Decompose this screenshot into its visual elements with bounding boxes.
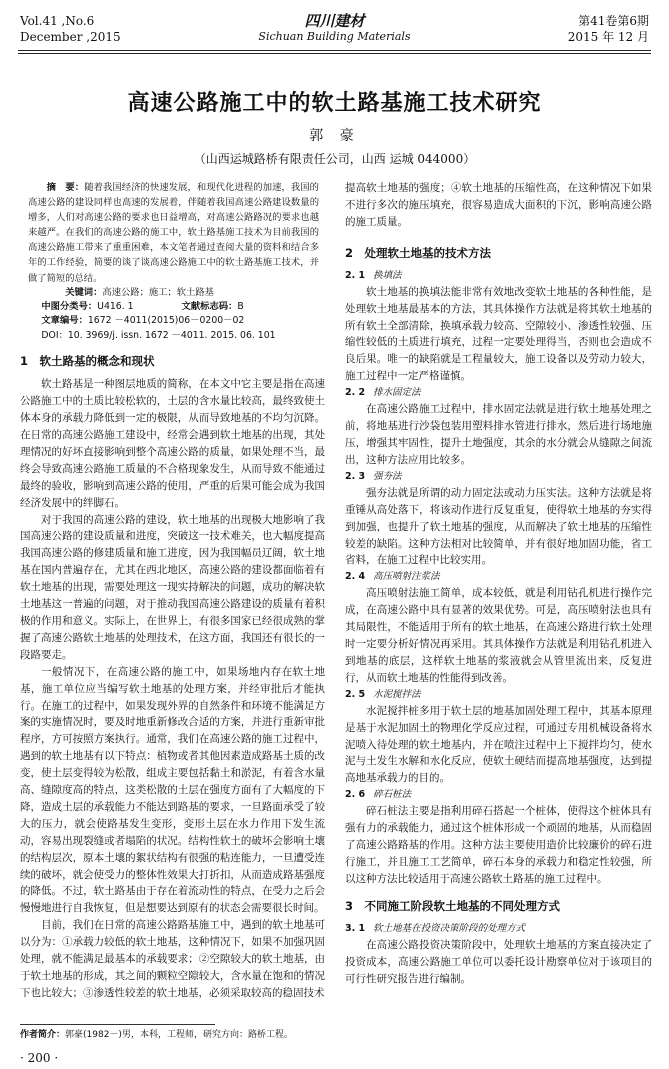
- section-2-heading: 2 处理软土地基的技术方法: [345, 245, 492, 260]
- doi-line: [41, 329, 325, 343]
- subsection-2-4-heading: 2. 4 高压喷射注浆法: [345, 571, 440, 583]
- doc-code-value: B: [237, 301, 244, 313]
- section-1-paragraph: 对于我国的高速公路的建设，软土地基的出现极大地影响了我国高速公路的建设质量和进度，突破这一技术难关，也大幅度提高我国高速公路的修建质量和施工进度，因为我国幅员辽阔，软土地基在国内普遍存在，尤其在西北地区，高速公路的建设都面临着有软土地基的出现，需要处理这一现实持解决的问题，成功的解决软土地基这一普遍的问题，对于推动我国高速公路建设的质量有着积极的作用和意义。实际上，在世界上，有很多国家已经很成熟的掌握了高速公路软土地基的处理技术，在这方面，我国还有很长的一段路要走。: [20, 513, 325, 661]
- clc-label: 中图分类号：: [41, 301, 98, 313]
- footnote-text: 郭豪(1982－)男，本科，工程师，研究方向：路桥工程。: [65, 1030, 293, 1040]
- page-number: · 200 ·: [20, 1051, 59, 1065]
- subsection-paragraph: 强夯法就是所谓的动力固定法或动力压实法。这种方法就是将重锤从高处落下，将该动作进行反复重复，使得软土地基的夯实得到加强，也提升了软土地基的强度，从而解决了软土地基的压缩性较差的缺陷。这种方法相对比较简单，并有很好地加固功能，省工省料，在施工过程中比较实用。: [345, 486, 652, 567]
- subsection-2-6-heading: 2. 6 碎石桩法: [345, 789, 412, 801]
- header-rule: [18, 50, 651, 51]
- doi-value: 10. 3969/j. issn. 1672 －4011. 2015. 06. 101: [67, 329, 276, 341]
- subsection-paragraph: 水泥搅拌桩多用于软土层的地基加固处理工程中，其基本原理是基于水泥加固土的物理化学反应过程，可通过专用机械设备将水泥喷入待处理的软土地基内，并在喷注过程中上下搅拌均匀，使水泥与土发生水解和水化反应，使软土硬结而提高地基强度，达到提高地基承载力的目的。: [345, 704, 652, 785]
- abstract-block: [20, 180, 325, 300]
- subsection-2-1-heading: 2. 1 换填法: [345, 269, 402, 281]
- article-metadata: [20, 300, 325, 343]
- subsection-2-2-heading: 2. 2 排水固定法: [345, 387, 421, 399]
- volume-cn: 第41卷第6期: [578, 14, 649, 28]
- header-rule-double: [18, 53, 651, 54]
- subsection-paragraph: 碎石桩法主要是指利用碎石搭起一个桩体，使得这个桩体具有强有力的承载能力，通过这个桩体形成一个顽固的地基，从而稳固了高速公路路基的作用。这种方法主要使用造价比较廉价的碎石进行施工，并且施工工艺简单，碎石本身的承载力和稳定性较强，所以这种方法比较适用于高速公路软土路基的施工过程中。: [345, 805, 652, 885]
- keywords-value: 高速公路；施工；软土路基: [102, 286, 214, 298]
- doc-code-label: 文献标志码：: [181, 301, 238, 313]
- left-column: [20, 180, 325, 1002]
- author-footnote: [20, 1029, 293, 1041]
- section-1-paragraph-continued: 提高软土地基的强度；④软土地基的压缩性高，在这种情况下如果不进行多次的施压填充，很容易造成大面积的下沉，影响高速公路的施工质量。: [345, 182, 652, 228]
- article-author: 郭 豪: [309, 128, 360, 144]
- section-1-paragraph: 软土路基是一种图层地质的简称，在本文中它主要是指在高速公路施工中的土质比较松软的，土层的含水量比较高，最终致使土体本身的承载力降低到一定的极限，从而导致地基的不均匀沉降。在日常的高速公路施工建设中，经常会遇到软土地基的出现，其处理情况的好坏直接影响到整个高速公路的质量，如果处理不当，最终会导致高速公路施工质量的不合格现象发生，从而导致不能通过最终的验收，影响到高速公路的使用，严重的后果可能会成为我国经济发展中的绊脚石。: [20, 378, 325, 509]
- header-right: [568, 13, 649, 45]
- date-cn: 2015 年 12 月: [567, 30, 649, 44]
- keywords-line: [28, 286, 319, 300]
- article-title: 高速公路施工中的软土路基施工技术研究: [127, 91, 542, 116]
- footnote-label: 作者简介：: [20, 1030, 66, 1040]
- article-no-label: 文章编号：: [41, 315, 88, 327]
- abstract-text: 随着我国经济的快速发展，和现代化进程的加速，我国的高速公路的建设同样也高速的发展着，伴随着我国高速公路建设数量的增多，人们对高速公路的要求也日益增高，对高速公路路况的要求也越来越严。在我们的高速公路的施工中，软土路基施工技术为目前我国的高速公路施工带来了重重困难，本文笔者通过查阅大量的资料和结合多年的工作经验，简要的谈了谈高速公路施工中的软土路基施工技术，并做了简短的总结。: [28, 182, 319, 284]
- doi-label: DOI：: [41, 329, 68, 341]
- subsection-paragraph: 在高速公路投资决策阶段中，处理软土地基的方案直接决定了投资成本，高速公路施工单位可以委托设计勘察单位对于该项目的可行性研究报告进行编制。: [345, 938, 652, 985]
- subsection-2-3-heading: 2. 3 强夯法: [345, 470, 402, 482]
- clc-line: [41, 300, 325, 314]
- subsection-paragraph: 软土地基的换填法能非常有效地改变软土地基的各种性能，是处理软土地基最基本的方法，其具体操作方法就是将其软土地基的所有软土全部清除，换填承载力较高、空隙较小、渗透性较强、压缩性较低的土质进行填充，过程一定要处理得当，否则也会造成不良后果。唯一的缺陷就是工程量较大，施工设备以及劳动力较大，施工过程中一定严格谨慎。: [345, 285, 652, 383]
- subsection-2-5-heading: 2. 5 水泥搅拌法: [345, 688, 421, 700]
- subsection-paragraph: 在高速公路施工过程中，排水固定法就是进行软土地基处理之前，将地基进行沙袋包装用塑料排水管进行排水，然后进行场地施压，增强其牢固性，提升土地强度，其余的水分就会从缝隙之间流出，这种方法应用比较多。: [345, 403, 652, 466]
- volume-line: Vol.41 ,No.6: [20, 14, 95, 28]
- journal-logo: 四川建材: [304, 12, 365, 30]
- right-column: [345, 180, 652, 988]
- journal-name: Sichuan Building Materials: [258, 30, 411, 43]
- section-1-paragraph: 目前，我们在日常的高速公路路基施工中，遇到的软土地基可以分为：①承载力较低的软土地基，这种情况下，如果不加强巩固处理，就不能满足最基本的承载要求；②空隙较大的软土地基，由于软土地基的形成，其之间的颗粒空隙较大，含水量在饱和的情况下也比较大；③渗透性较差的软土地基，必须采取较高的稳固技术: [20, 919, 325, 999]
- section-3-heading: 3 不同施工阶段软土地基的不同处理方式: [345, 898, 560, 913]
- date-line: December ,2015: [20, 30, 121, 44]
- subsection-paragraph: 高压喷射法施工简单，成本较低，就是利用钻孔机进行操作完成，在高速公路中具有显著的效果优势。可是，高压喷射法也具有其局限性，不能适用于所有的软土地基，在高速公路进行软土处理时一定要分析好情况再采用。其具体操作方法就是利用钻孔机进入到地基的底层，这样软土地基的浆液就会从管里流出来，反复进行，从而软土地基的性能得到改善。: [345, 587, 652, 684]
- article-no-line: [41, 314, 325, 328]
- article-no-value: 1672 －4011(2015)06－0200－02: [87, 315, 245, 327]
- article-affiliation: （山西运城路桥有限责任公司，山西 运城 044000）: [193, 152, 476, 166]
- section-1-heading: 1 软土路基的概念和现状: [20, 354, 155, 369]
- footnote-rule: [20, 1024, 215, 1025]
- abstract-label: 摘 要：: [46, 182, 85, 193]
- subsection-3-1-heading: 3. 1 软土地基在投资决策阶段的处理方式: [345, 922, 526, 934]
- keywords-label: 关键词：: [65, 286, 103, 298]
- section-1-paragraph: 一般情况下，在高速公路的施工中，如果场地内存在软土地基，施工单位应当编写软土地基的处理方案，并经审批后才能执行。在施工的过程中，如果发现外界的自然条件和环境不能满足方案的实施情况时，要及时地重新修改合适的方案，并进行重新审批程序，方可按照方案执行。通常，我们在高速公路的施工过程中，遇到的软土地基有以下特点：植物或者其他因素造成路基土质的改变，使土层变得较为松散，组成主要包括黏土和淤泥，有着含水量高、缝隙度高的特点，这类松散的土层在强度方面有了大幅度的下降，造成土层的承载能力不能达到路基的要求，一旦路面承受了较大的压力，就会使路基发生变形，变形土层在水力作用下发生流动，容易出现裂缝或者塌陷的状况。结构性软土的破坏会影响土壤的结构层次，原本土壤的絮状结构有很强的粘连能力，一旦遭受连续的破坏，就会使受力的整体性效果大打折扣，从而造成路基强度的降低。不过，软土路基由于存在着流动性的特点，在受力之后会慢慢地进行自我恢复，但是想要达到原有的状态会需要很长时间。: [20, 665, 325, 915]
- abstract-paragraph: [28, 180, 319, 286]
- clc-value: U416. 1: [97, 301, 134, 313]
